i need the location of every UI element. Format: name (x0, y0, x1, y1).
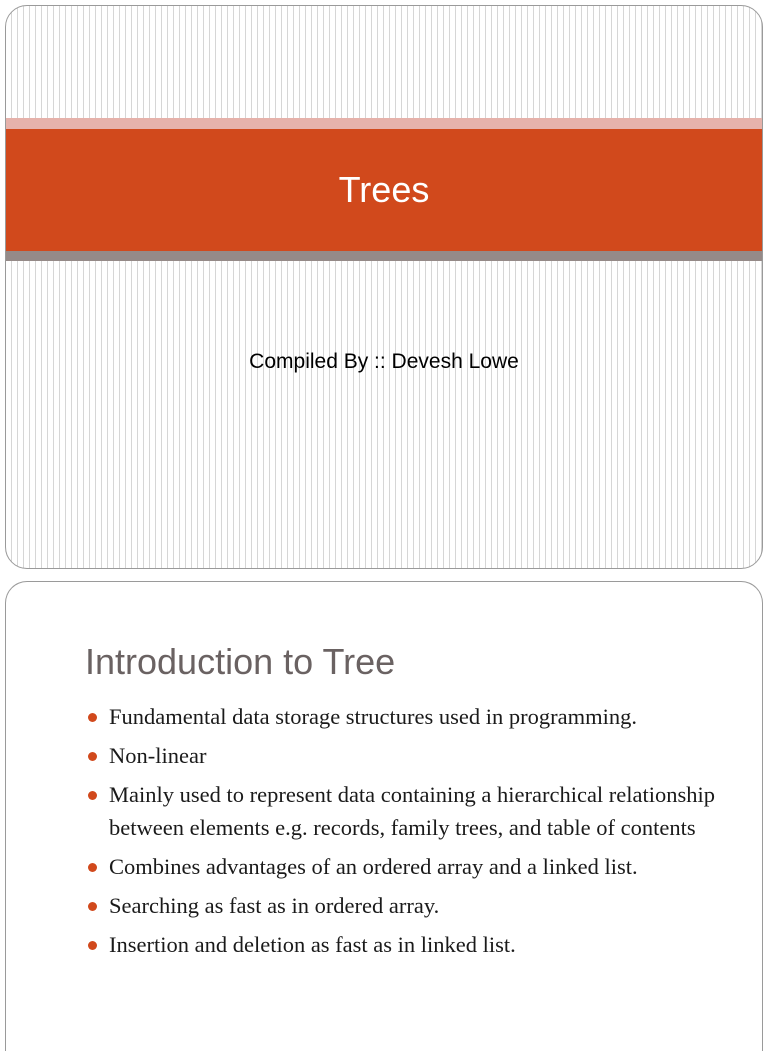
bullet-item (86, 778, 726, 844)
slide-title: Trees (338, 169, 430, 210)
bullet-text: Combines advantages of an ordered array and a linked list. (109, 854, 638, 879)
title-band-bottom-accent (6, 251, 762, 261)
bullet-text: Mainly used to represent data containing a hierarchical relationship between elements e.g. records, family trees, and table of contents (109, 782, 716, 840)
bullet-dot-icon (88, 863, 97, 872)
bullet-text: Searching as fast as in ordered array. (109, 893, 440, 918)
title-slide (5, 5, 763, 569)
bullet-item (86, 850, 726, 883)
bullet-item (86, 739, 726, 772)
bullet-text: Insertion and deletion as fast as in linked list. (109, 932, 516, 957)
bullet-item (86, 889, 726, 922)
slide-heading: Introduction to Tree (85, 641, 396, 682)
bullet-dot-icon (88, 902, 97, 911)
bullet-item (86, 928, 726, 961)
bullet-dot-icon (88, 941, 97, 950)
bullet-item (86, 700, 726, 733)
slide-subtitle: Compiled By :: Devesh Lowe (249, 350, 519, 373)
bullet-dot-icon (88, 713, 97, 722)
content-slide (5, 581, 763, 1051)
bullet-list (86, 700, 726, 967)
bullet-dot-icon (88, 791, 97, 800)
bullet-text: Non-linear (109, 743, 207, 768)
title-band-top-accent (6, 118, 762, 129)
bullet-dot-icon (88, 752, 97, 761)
bullet-text: Fundamental data storage structures used in programming. (109, 704, 637, 729)
